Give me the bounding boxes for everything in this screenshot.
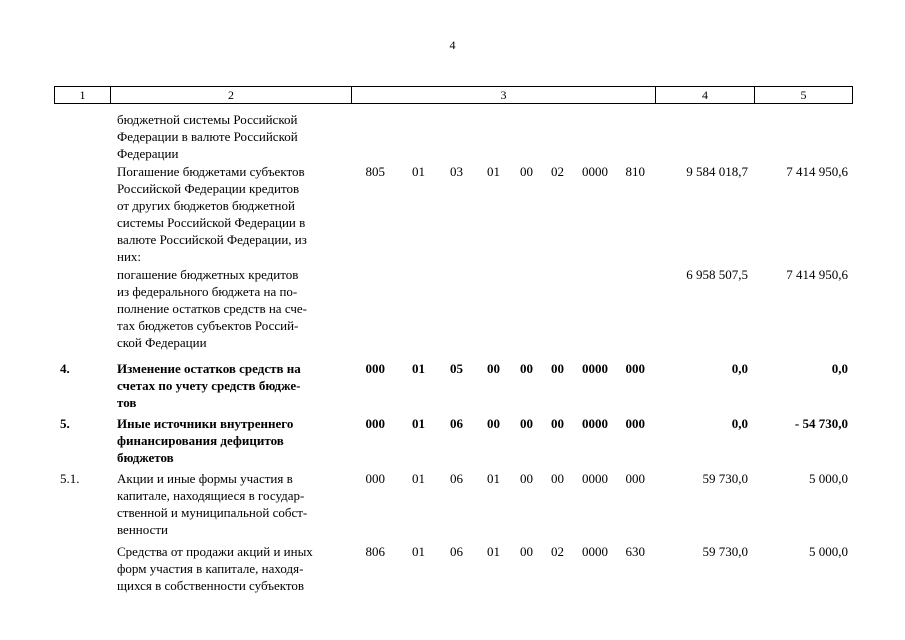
code-group: 01: [412, 544, 425, 559]
code-admin: 000: [365, 361, 385, 376]
code-admin: 000: [365, 471, 385, 486]
code-kosgu: 000: [625, 471, 645, 486]
value-col-4: 59 730,0: [702, 471, 748, 486]
row-number: 4.: [60, 361, 70, 376]
value-col-5: 7 414 950,6: [786, 164, 848, 179]
code-element: 02: [551, 544, 564, 559]
code-kosgu: 000: [625, 416, 645, 431]
row-description: Средства от продажи акций и иных форм участия в капитале, находя- щихся в собственности субъектов: [117, 544, 313, 593]
value-col-5: 5 000,0: [809, 544, 848, 559]
code-subarticle: 00: [520, 416, 533, 431]
code-element: 00: [551, 471, 564, 486]
row-description: Акции и иные формы участия в капитале, находящиеся в государ- ственной и муниципальной собст- венности: [117, 471, 308, 537]
value-col-4: 6 958 507,5: [686, 267, 748, 282]
row-number: 5.1.: [60, 471, 80, 486]
code-element: 00: [551, 416, 564, 431]
code-group: 01: [412, 361, 425, 376]
table-header: [54, 86, 853, 104]
value-col-5: 0,0: [831, 361, 848, 376]
row-description: Изменение остатков средств на счетах по учету средств бюдже- тов: [117, 361, 301, 410]
value-col-4: 0,0: [731, 416, 748, 431]
value-col-4: 59 730,0: [702, 544, 748, 559]
code-article: 01: [487, 164, 500, 179]
code-subarticle: 00: [520, 471, 533, 486]
code-program: 0000: [582, 361, 608, 376]
code-subarticle: 00: [520, 361, 533, 376]
code-admin: 806: [365, 544, 385, 559]
code-admin: 805: [365, 164, 385, 179]
value-col-5: 7 414 950,6: [786, 267, 848, 282]
value-col-5: - 54 730,0: [794, 416, 848, 431]
code-admin: 000: [365, 416, 385, 431]
code-article: 00: [487, 361, 500, 376]
code-element: 02: [551, 164, 564, 179]
code-kosgu: 000: [625, 361, 645, 376]
header-col-2: 2: [228, 88, 234, 102]
code-article: 00: [487, 416, 500, 431]
code-subgroup: 03: [450, 164, 463, 179]
code-program: 0000: [582, 416, 608, 431]
value-col-5: 5 000,0: [809, 471, 848, 486]
header-col-5: 5: [800, 88, 807, 102]
code-program: 0000: [582, 471, 608, 486]
code-subgroup: 06: [450, 471, 463, 486]
code-program: 0000: [582, 164, 608, 179]
code-kosgu: 810: [625, 164, 645, 179]
page-number: 4: [449, 38, 456, 52]
code-subgroup: 06: [450, 416, 463, 431]
row-description: погашение бюджетных кредитов из федерального бюджета на по- полнение остатков средств на сче- тах бюджетов субъектов Россий- ской Федерации: [117, 267, 307, 350]
value-col-4: 9 584 018,7: [686, 164, 748, 179]
code-group: 01: [412, 471, 425, 486]
header-col-3: 3: [500, 88, 507, 102]
row-description: Погашение бюджетами субъектов Российской Федерации кредитов от других бюджетов бюджетной системы Российской Федерации в валюте Российской Федерации, из них:: [117, 164, 307, 264]
code-group: 01: [412, 416, 425, 431]
code-kosgu: 630: [625, 544, 645, 559]
code-program: 0000: [582, 544, 608, 559]
code-element: 00: [551, 361, 564, 376]
row-description: Иные источники внутреннего финансирования дефицитов бюджетов: [117, 416, 294, 465]
header-col-1: 1: [79, 88, 86, 102]
header-col-4: 4: [702, 88, 708, 102]
code-subarticle: 00: [520, 544, 533, 559]
code-subgroup: 06: [450, 544, 463, 559]
code-subgroup: 05: [450, 361, 463, 376]
row-description: бюджетной системы Российской Федерации в валюте Российской Федерации: [117, 112, 298, 161]
row-number: 5.: [60, 416, 70, 431]
code-subarticle: 00: [520, 164, 533, 179]
code-article: 01: [487, 471, 500, 486]
code-group: 01: [412, 164, 425, 179]
code-article: 01: [487, 544, 500, 559]
value-col-4: 0,0: [731, 361, 748, 376]
